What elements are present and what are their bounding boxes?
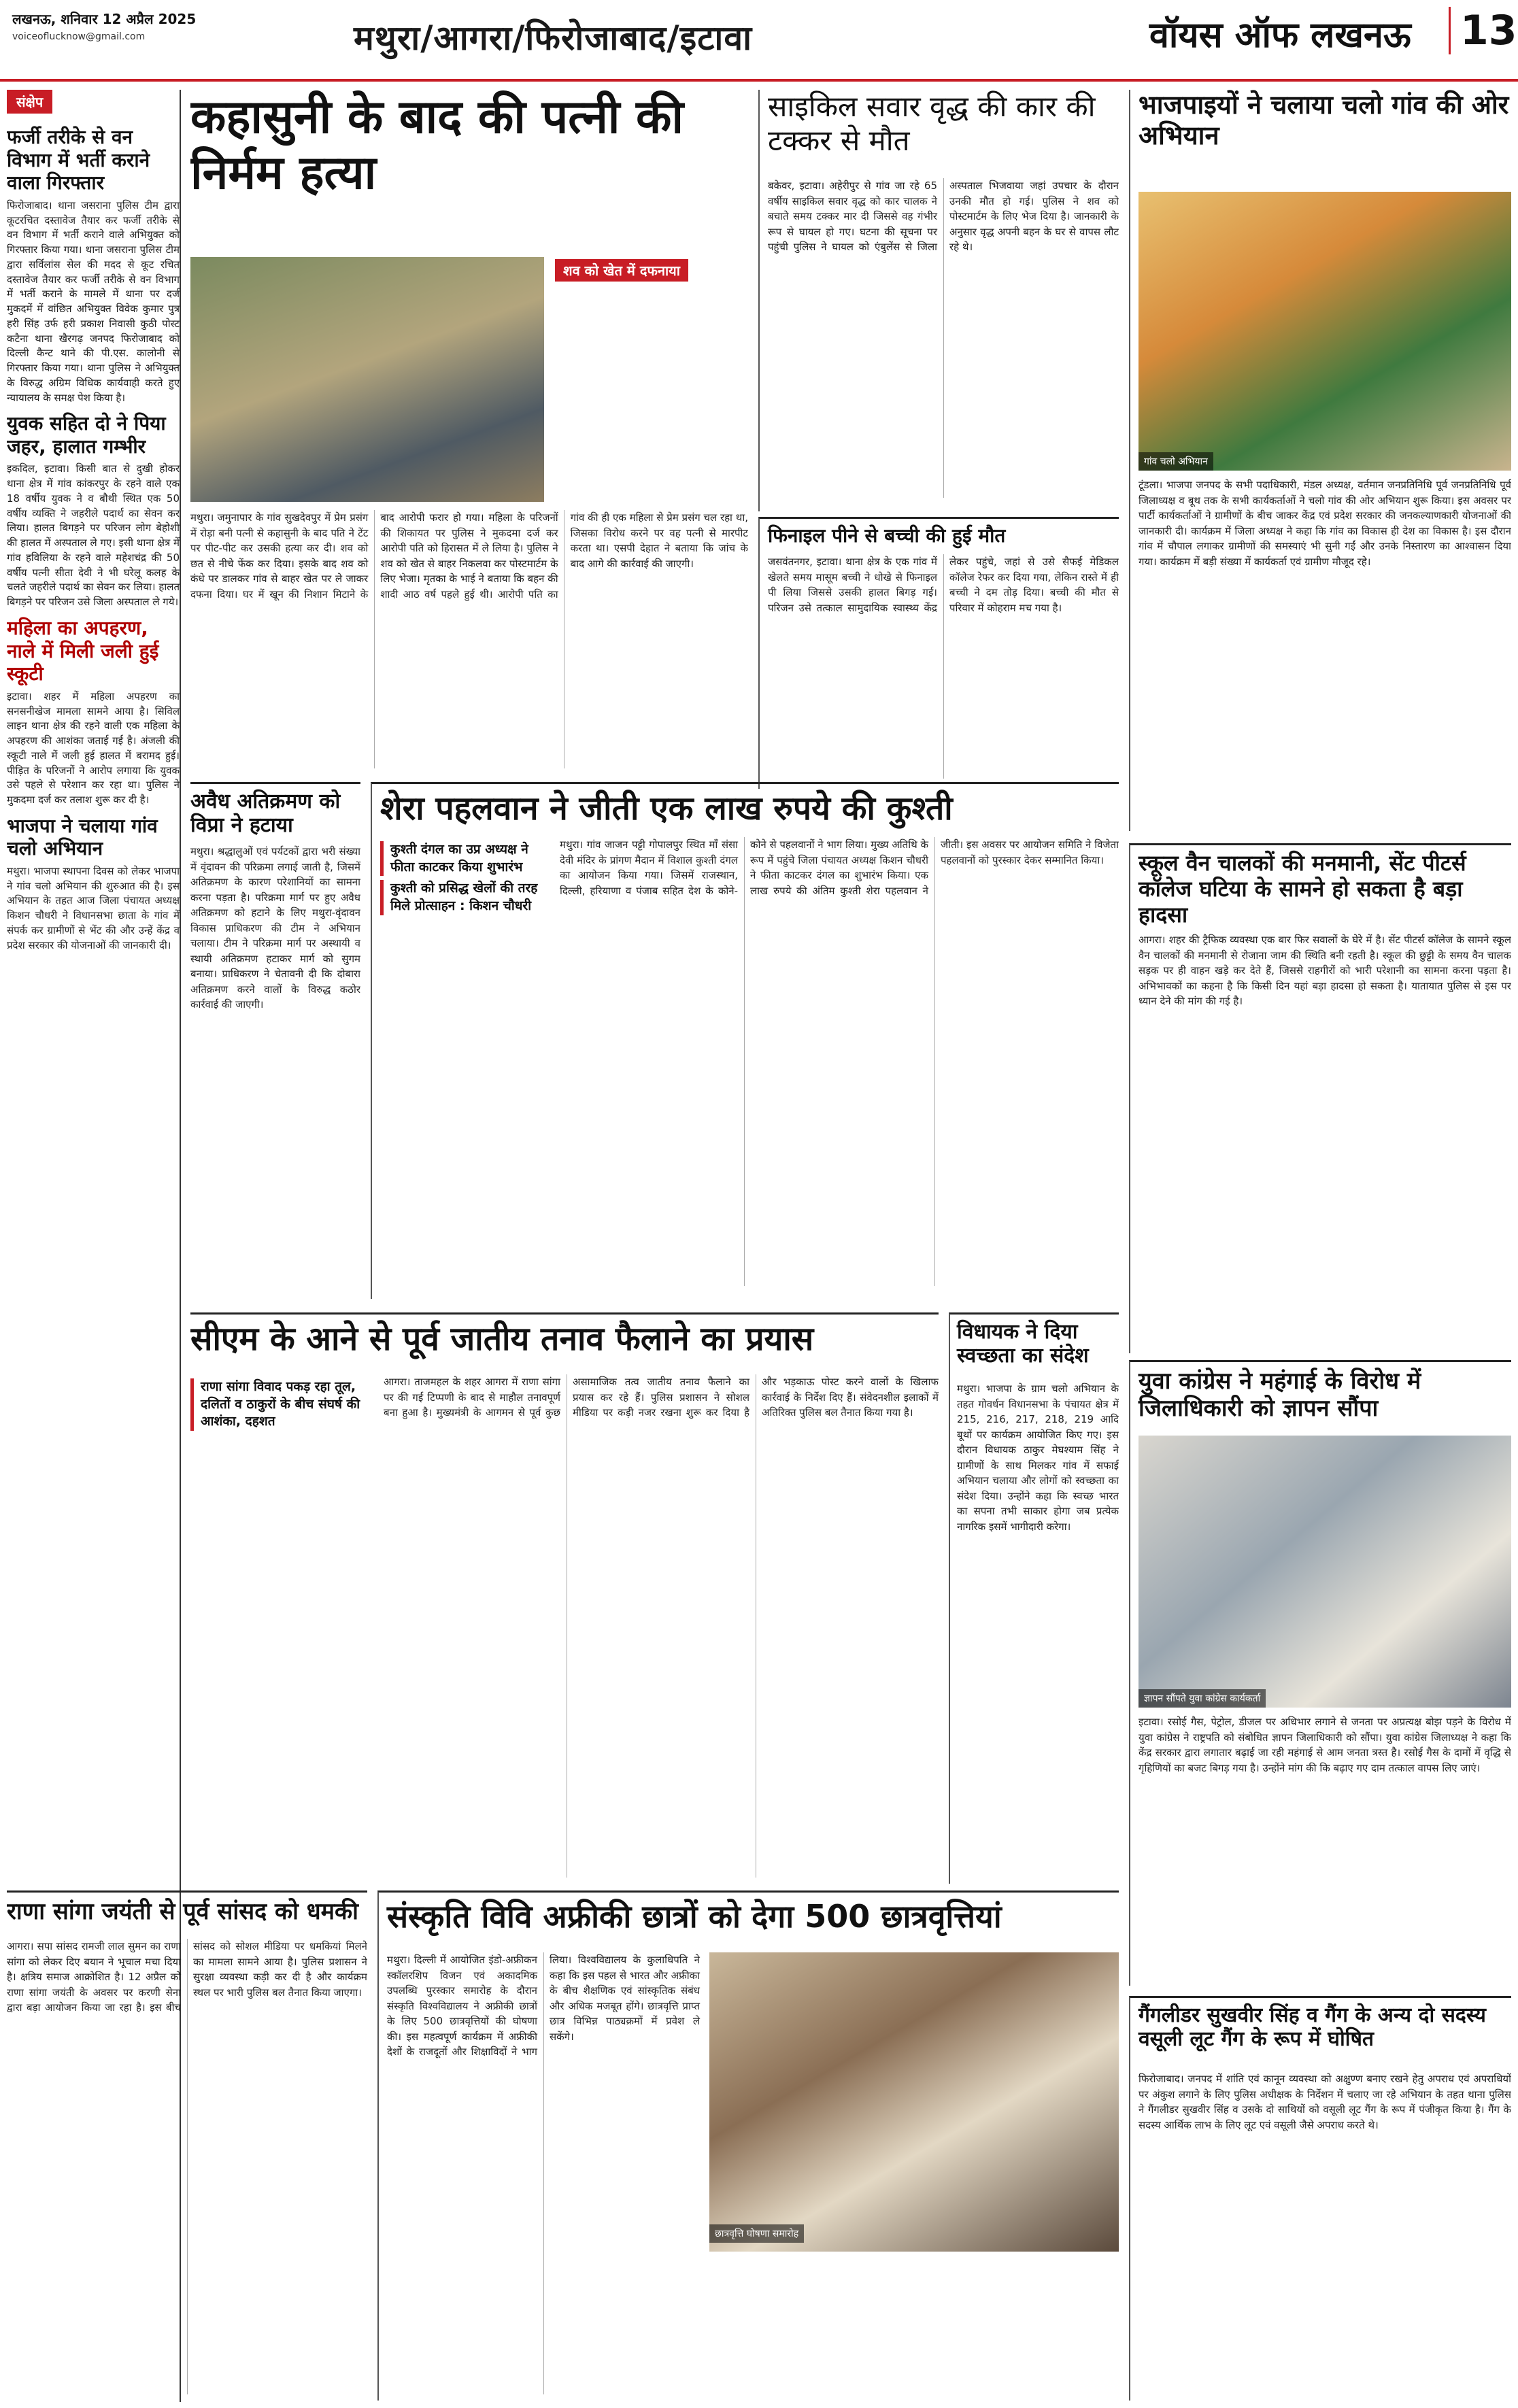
brief-body: फिरोजाबाद। थाना जसराना पुलिस टीम द्वारा कूटरचित दस्तावेज तैयार कर फर्जी तरीके से वन विभाग में भर्ती कराने वाले अभियुक्त को गिरफ्तार किया गया। थाना जसराना पुलिस टीम द्वारा सर्विलांस सेल की मदद से कूट रचित दस्तावेज तैयार कर फर्जी तरीके से वन विभाग में भर्ती कराने के मामले में थाना पर दर्ज मुकदमें में वांछित अभियुक्त विवेक कुमार पुत्र हरी सिंह उर्फ हरी प्रकाश निवासी कुठी पोस्ट कटैना थाना खैरगढ़ जनपद फिरोजाबाद को दिल्ली कैन्ट थाने की पी.एस. कालोनी से गिरफ्तार किया गया। थाना पुलिस ने अभियुक्त के विरुद्ध अग्रिम विधिक कार्यवाही करते हुए न्यायालय के समक्ष पेश किया है। (7, 199, 180, 404)
photo-caption: गांव चलो अभियान (1138, 452, 1213, 471)
story-encroachment (190, 782, 360, 1299)
story-bjp-village (1129, 90, 1511, 831)
brief-headline[interactable]: फर्जी तरीके से वन विभाग में भर्ती कराने वाला गिरफ्तार (7, 126, 150, 194)
website-address[interactable]: voiceoflucknow@gmail.com (12, 31, 146, 42)
brief-body: इकदिल, इटावा। किसी बात से दुखी होकर थाना क्षेत्र में गांव कांकरपुर के रहने वाले एक 18 वर्षीय युवक ने व बौथी स्थित एक 50 वर्षीय व्यक्ति ने जहरीले पदार्थ का सेवन कर लिया। हालत बिगड़ने पर परिजन लोग बेहोशी की हालत में अस्पताल ले गए। इसी थाना क्षेत्र में गांव हविलिया के रहने वाले महेशचंद्र की 50 वर्षीय पत्नी सीता देवी ने भी घरेलू कलह के चलते जहरीले पदार्थ का सेवन कर लिया। हालत बिगड़ने पर परिजन उसे जिला अस्पताल ले गये। (7, 462, 180, 609)
story-body: मथुरा। श्रद्धालुओं एवं पर्यटकों द्वारा भरी संख्या में वृंदावन की परिक्रमा लगाई जाती है, जिसमें अतिक्रमण के कारण परेशानियों का सामना करना पड़ता है। परिक्रमा मार्ग पर हुए अवैध अतिक्रमण को हटाने के लिए मथुरा-वृंदावन विकास प्राधिकरण की टीम ने अभियान चलाया। टीम ने परिक्रमा मार्ग पर अस्थायी व स्थायी अतिक्रमण हटाकर मार्ग को सुगम बनाया। प्राधिकरण ने चेतावनी दी कि दोबारा अतिक्रमण करने वालों के विरुद्ध कठोर कार्रवाई की जाएगी। (190, 845, 360, 1011)
story-bullet: कुश्ती को प्रसिद्ध खेलों की तरह मिले प्रोत्साहन : किशन चौधरी (380, 880, 550, 915)
photo-caption: छात्रवृत्ति घोषणा समारोह (709, 2224, 804, 2243)
story-school-van (1129, 843, 1511, 1353)
story-body: आगरा। ताजमहल के शहर आगरा में राणा सांगा पर की गई टिप्पणी के बाद से माहौल तनावपूर्ण बना हुआ है। मुख्यमंत्री के आगमन से पूर्व कुछ असामाजिक तत्व जातीय तनाव फैलाने का प्रयास कर रहे हैं। पुलिस प्रशासन ने सोशल मीडिया पर कड़ी नजर रखना शुरू कर दिया है और भड़काऊ पोस्ट करने वालों के खिलाफ कार्रवाई के निर्देश दिए हैं। संवेदनशील इलाकों में अतिरिक्त पुलिस बल तैनात किया गया है। (384, 1376, 939, 1419)
brief-body: इटावा। शहर में महिला अपहरण का सनसनीखेज मामला सामने आया है। सिविल लाइन थाना क्षेत्र की रहने वाली एक महिला के अपहरण की आशंका जताई गई है। अंजली की स्कूटी नाले में जली हुई हालत में बरामद हुई। पीड़ित के परिजनों ने आरोप लगाया कि युवक उसे पहले से परेशान कर रहा था। पुलिस ने मुकदमा दर्ज कर तलाश शुरू कर दी है। (7, 690, 180, 806)
story-body: फिरोजाबाद। जनपद में शांति एवं कानून व्यवस्था को अक्षुण्ण बनाए रखने हेतु अपराध एवं अपराधियों पर अंकुश लगाने के लिए पुलिस अधीक्षक के निर्देशन में चलाए जा रहे अभियान के तहत थाना पुलिस ने गैंगलीडर सुखवीर सिंह व उसके दो साथियों को वसूली लूट गैंग के रूप में पंजीकृत किया है। गैंग के सदस्य आर्थिक लाभ के लिए लूट एवं वसूली जैसे अपराध करते थे। (1138, 2073, 1511, 2131)
story-phenyl (758, 517, 1119, 789)
masthead (0, 0, 1518, 82)
story-rana-sanga (7, 1890, 367, 2401)
story-headline[interactable]: संस्कृति विवि अफ्रीकी छात्रों को देगा 500 छात्रवृत्तियां (387, 1898, 1002, 1935)
story-body: आगरा। शहर की ट्रैफिक व्यवस्था एक बार फिर सवालों के घेरे में है। सेंट पीटर्स कॉलेज के सामने स्कूल वैन चालकों की मनमानी से रोजाना जाम की स्थिति बनी रहती है। स्कूल की छुट्टी के समय वैन चालक सड़क पर ही वाहन खड़े कर देते हैं, जिससे राहगीरों को भारी परेशानी का सामना करना पड़ता है। अभिभावकों का कहना है कि किसी दिन यहां बड़ा हादसा हो सकता है। यातायात पुलिस से इस पर ध्यान देने की मांग की गई है। (1138, 934, 1511, 1007)
story-headline[interactable]: विधायक ने दिया स्वच्छता का संदेश (957, 1320, 1089, 1368)
brief-headline[interactable]: युवक सहित दो ने पिया जहर, हालात गम्भीर (7, 412, 166, 458)
story-body: इटावा। रसोई गैस, पेट्रोल, डीजल पर अधिभार लगाने से जनता पर अप्रत्यक्ष बोझ पड़ने के विरोध में युवा कांग्रेस ने राष्ट्रपति को संबोधित ज्ञापन जिलाधिकारी को सौंपा। युवा कांग्रेस जिलाध्यक्ष ने कहा कि केंद्र सरकार द्वारा लगातार बढ़ाई जा रही महंगाई से आम जनता त्रस्त है। रसोई गैस के दामों में वृद्धि से गृहिणियों का बजट बिगड़ गया है। उन्होंने मांग की कि बढ़ाए गए दाम तत्काल वापस लिए जाएं। (1138, 1716, 1511, 1774)
story-caste (190, 1312, 939, 1884)
brief-headline[interactable]: महिला का अपहरण, नाले में मिली जली हुई स्कूटी (7, 616, 159, 685)
story-bullet: राणा सांगा विवाद पकड़ रहा तूल, दलितों व ठाकुरों के बीच संघर्ष की आशंका, दहशत (190, 1378, 374, 1431)
story-headline[interactable]: कहासुनी के बाद की पत्नी की निर्मम हत्या (190, 90, 684, 200)
story-body: टूंडला। भाजपा जनपद के सभी पदाधिकारी, मंडल अध्यक्ष, वर्तमान जनप्रतिनिधि पूर्व जनप्रतिनिधि पूर्व जिलाध्यक्ष व बूथ तक के सभी कार्यकर्ताओं ने चलो गांव की ओर अभियान शुरू किया। इस अवसर पर पार्टी कार्यकर्ताओं ने ग्रामीणों के बीच जाकर केंद्र एवं प्रदेश सरकार की जनकल्याणकारी योजनाओं की जानकारी दी। कार्यक्रम में जिला अध्यक्ष ने कहा कि गांव का विकास ही देश का विकास है। इस दौरान गांव में चौपाल लगाकर ग्रामीणों की समस्याएं भी सुनी गईं और उनके निस्तारण का आश्वासन दिया गया। कार्यक्रम में बड़ी संख्या में कार्यकर्ता एवं ग्रामीण मौजूद रहे। (1138, 479, 1511, 568)
story-headline[interactable]: स्कूल वैन चालकों की मनमानी, सेंट पीटर्स कॉलेज घटिया के सामने हो सकता है बड़ा हादसा (1138, 850, 1466, 928)
photo-caption: ज्ञापन सौंपते युवा कांग्रेस कार्यकर्ता (1138, 1689, 1266, 1708)
crime-scene-photo (190, 257, 544, 502)
issue-date: लखनऊ, शनिवार 12 अप्रैल 2025 (12, 11, 197, 27)
story-gang (1129, 1996, 1511, 2401)
story-body: आगरा। सपा सांसद रामजी लाल सुमन का राणा सांगा को लेकर दिए बयान ने भूचाल मचा दिया है। क्षत्रिय समाज आक्रोशित है। 12 अप्रैल को राणा सांगा जयंती के अवसर पर करणी सेना द्वारा बड़ा आयोजन किया जा रहा है। इस बीच सांसद को सोशल मीडिया पर धमकियां मिलने का मामला सामने आया है। पुलिस प्रशासन ने सुरक्षा व्यवस्था कड़ी कर दी है और कार्यक्रम स्थल पर भारी पुलिस बल तैनात किया जाएगा। (7, 1940, 367, 2014)
story-body: बकेवर, इटावा। अहेरीपुर से गांव जा रहे 65 वर्षीय साइकिल सवार वृद्ध को कार चालक ने बचाते समय टक्कर मार दी जिससे वह गंभीर रूप से घायल हो गए। घटना की सूचना पर पहुंची पुलिस ने घायल को एंबुलेंस से जिला अस्पताल भिजवाया जहां उपचार के दौरान उनकी मौत हो गई। पुलिस ने शव को पोस्टमार्टम के लिए भेज दिया है। जानकारी के अनुसार वृद्ध अपनी बहन के घर से वापस लौट रहे थे। (768, 180, 1119, 253)
story-headline[interactable]: गैंगलीडर सुखवीर सिंह व गैंग के अन्य दो सदस्य वसूली लूट गैंग के रूप में घोषित (1138, 2003, 1486, 2052)
story-body: मथुरा। भाजपा के ग्राम चलो अभियान के तहत गोवर्धन विधानसभा के पंचायत क्षेत्र में 215, 216, 217, 218, 219 आदि बूथों पर कार्यक्रम आयोजित किए गए। इस दौरान विधायक ठाकुर मेघश्याम सिंह ने ग्रामीणों के साथ मिलकर गांव में सफाई अभियान चलाया और लोगों को स्वच्छता का संदेश दिया। उन्होंने कहा कि स्वच्छ भारत का सपना तभी साकार होगा जब प्रत्येक नागरिक इसमें भागीदारी करेगा। (957, 1383, 1119, 1533)
story-murder (190, 90, 748, 770)
story-headline[interactable]: सीएम के आने से पूर्व जातीय तनाव फैलाने का प्रयास (190, 1320, 814, 1358)
ceremony-photo (709, 1952, 1119, 2252)
story-headline[interactable]: राणा सांगा जयंती से पूर्व सांसद को धमकी (7, 1898, 358, 1925)
story-wrestling (371, 782, 1119, 1299)
story-headline[interactable]: शेरा पहलवान ने जीती एक लाख रुपये की कुश्ती (380, 790, 953, 828)
story-headline[interactable]: भाजपाइयों ने चलाया चलो गांव की ओर अभियान (1138, 90, 1509, 150)
brief-headline[interactable]: भाजपा ने चलाया गांव चलो अभियान (7, 814, 158, 860)
story-body: मथुरा। दिल्ली में आयोजित इंडो-अफ्रीकन स्कॉलरशिप विजन एवं अकादमिक उपलब्धि पुरस्कार समारोह के दौरान संस्कृति विश्वविद्यालय ने अफ्रीकी छात्रों के लिए 500 छात्रवृत्तियों की घोषणा की। इस महत्वपूर्ण कार्यक्रम में अफ्रीकी देशों के राजदूतों और शिक्षाविदों ने भाग लिया। विश्वविद्यालय के कुलाधिपति ने कहा कि इस पहल से भारत और अफ्रीका के बीच शैक्षणिक एवं सांस्कृतिक संबंध और अधिक मजबूत होंगे। छात्रवृत्ति प्राप्त छात्र विभिन्न पाठ्यक्रमों में प्रवेश ले सकेंगे। (387, 1954, 700, 2058)
event-photo (1138, 192, 1511, 471)
protest-photo (1138, 1436, 1511, 1708)
story-headline[interactable]: अवैध अतिक्रमण को विप्रा ने हटाया (190, 790, 341, 838)
story-strap: शव को खेत में दफनाया (555, 259, 688, 282)
story-congress (1129, 1360, 1511, 1986)
newspaper-brand: वॉयस ऑफ लखनऊ (1149, 15, 1411, 56)
story-body: जसवंतनगर, इटावा। थाना क्षेत्र के एक गांव में खेलते समय मासूम बच्ची ने धोखे से फिनाइल पी लिया जिससे उसकी हालत बिगड़ गई। परिजन उसे तत्काल सामुदायिक स्वास्थ्य केंद्र लेकर पहुंचे, जहां से उसे सैफई मेडिकल कॉलेज रेफर कर दिया गया, लेकिन रास्ते में ही बच्ची ने दम तोड़ दिया। बच्ची की मौत से परिवार में कोहराम मच गया है। (768, 556, 1119, 614)
story-headline[interactable]: फिनाइल पीने से बच्ची की हुई मौत (768, 524, 1006, 547)
story-scholarship (377, 1890, 1119, 2401)
story-headline[interactable]: साइकिल सवार वृद्ध की कार की टक्कर से मौत (768, 90, 1096, 157)
city-banner: मथुरा/आगरा/फिरोजाबाद/इटावा (354, 18, 753, 58)
page-number: 13 (1449, 7, 1517, 54)
story-body: मथुरा। गांव जाजन पट्टी गोपालपुर स्थित माँ संसा देवी मंदिर के प्रांगण मैदान में विशाल कुश्ती दंगल का आयोजन किया गया। जिसमें राजस्थान, दिल्ली, हरियाणा व पंजाब सहित देश के कोने-कोने से पहलवानों ने भाग लिया। मुख्य अतिथि के रूप में पहुंचे जिला पंचायत अध्यक्ष किशन चौधरी ने फीता काटकर दंगल का शुभारंभ किया। एक लाख रुपये की अंतिम कुश्ती शेरा पहलवान ने जीती। इस अवसर पर आयोजन समिति ने विजेता पहलवानों को पुरस्कार देकर सम्मानित किया। (560, 838, 1119, 897)
story-headline[interactable]: युवा कांग्रेस ने महंगाई के विरोध में जिलाधिकारी को ज्ञापन सौंपा (1138, 1368, 1421, 1423)
brief-body: मथुरा। भाजपा स्थापना दिवस को लेकर भाजपा ने गांव चलो अभियान की शुरुआत की है। इस अभियान के तहत आज जिला पंचायत अध्यक्ष किशन चौधरी ने विधानसभा छाता के गांव में संपर्क कर ग्रामीणों से भेंट की और उन्हें केंद्र व प्रदेश सरकार की योजनाओं की जानकारी दी। (7, 864, 180, 951)
story-body: मथुरा। जमुनापार के गांव सुखदेवपुर में प्रेम प्रसंग में रोड़ा बनी पत्नी से कहासुनी के बाद पति ने टेंट पर पीट-पीट कर उसकी हत्या कर दी। शव को छत से नीचे फेंक कर दिया। इसके बाद शव को कंधे पर डालकर गांव से बाहर खेत पर ले जाकर दफना दिया। घर में खून की निशान मिटाने के बाद आरोपी फरार हो गया। महिला के परिजनों की शिकायत पर पुलिस ने मुकदमा दर्ज कर आरोपी पति को हिरासत में ले लिया है। पुलिस ने शव को खेत से बाहर निकलवा कर पोस्टमार्टम के लिए भेजा। मृतका के भाई ने बताया कि बहन की शादी आठ वर्ष पहले हुई थी। आरोपी पति का गांव की ही एक महिला से प्रेम प्रसंग चल रहा था, जिसका विरोध करने पर वह पत्नी से मारपीट करता था। एसपी देहात ने बताया कि जांच के बाद आगे की कार्रवाई की जाएगी। (190, 511, 748, 600)
story-cycle-accident (758, 90, 1119, 511)
story-mla (949, 1312, 1119, 1884)
briefs-tag: संक्षेप (7, 90, 52, 114)
story-bullet: कुश्ती दंगल का उप्र अध्यक्ष ने फीता काटकर किया शुभारंभ (380, 841, 550, 876)
